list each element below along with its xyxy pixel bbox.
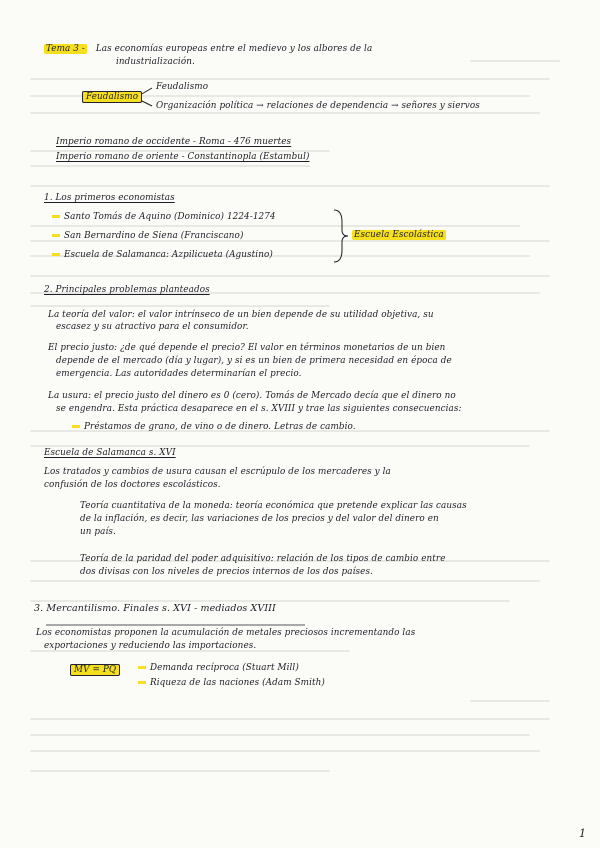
mercantilismo-text-2: exportaciones y reduciendo las importaciones. <box>44 641 257 651</box>
precio-justo-1: El precio justo: ¿de qué depende el precio? El valor en términos monetarios de un bien <box>48 343 446 353</box>
escuela-escolastica-label: Escuela Escolástica <box>354 230 444 240</box>
topic-label: Tema 3 - <box>46 44 85 54</box>
s3-item-1: Demanda recíproca (Stuart Mill) <box>138 662 299 674</box>
imperio-occidente: Imperio romano de occidente - Roma - 476 muertes <box>56 137 292 147</box>
section-2-heading: 2. Principales problemas planteados <box>44 285 210 295</box>
usura-3: Préstamos de grano, de vino o de dinero. Letras de cambio. <box>72 421 356 433</box>
teoria-valor-2: escasez y su atractivo para el consumidor. <box>56 322 249 332</box>
precio-justo-3: emergencia. Las autoridades determinarían el precio. <box>56 369 302 379</box>
section-3-heading: 3. Mercantilismo. Finales s. XVI - mediados XVIII <box>34 603 276 614</box>
title-text: Las economías europeas entre el medievo y los albores de la <box>95 44 373 54</box>
usura-1: La usura: el precio justo del dinero es 0 (cero). Tomás de Mercado decía que el dinero no <box>48 391 456 401</box>
page-number: 1 <box>579 827 586 840</box>
feudalismo-branch-1: Feudalismo <box>156 82 209 92</box>
s3-item-2: Riqueza de las naciones (Adam Smith) <box>138 677 325 689</box>
feudalismo-branch-2: Organización política → relaciones de dependencia → señores y siervos <box>156 101 480 111</box>
s1-item-3: Escuela de Salamanca: Azpilicueta (Agustino) <box>52 249 273 261</box>
formula-box: MV = PQ <box>70 664 120 676</box>
paridad-poder-2: dos divisas con los niveles de precios internos de los dos países. <box>80 567 373 577</box>
feudalismo-label: Feudalismo <box>82 91 142 103</box>
teoria-cuantitativa-1: Teoría cuantitativa de la moneda: teoría económica que pretende explicar las causas <box>80 501 467 511</box>
teoria-cuantitativa-3: un país. <box>80 527 116 537</box>
s1-item-2: San Bernardino de Siena (Franciscano) <box>52 230 243 242</box>
salamanca-heading: Escuela de Salamanca s. XVI <box>44 448 176 458</box>
salamanca-intro-2: confusión de los doctores escolásticos. <box>44 480 221 490</box>
section-1-heading: 1. Los primeros economistas <box>44 193 175 203</box>
title-row <box>44 43 372 55</box>
precio-justo-2: depende de el mercado (día y lugar), y si es un bien de primera necesidad en época de <box>56 356 452 366</box>
mercantilismo-text-1: Los economistas proponen la acumulación de metales preciosos incrementando las <box>36 628 416 638</box>
s1-item-1: Santo Tomás de Aquino (Dominico) 1224-1274 <box>52 211 276 223</box>
title-text-2: industrialización. <box>116 57 195 67</box>
imperio-oriente: Imperio romano de oriente - Constantinopla (Estambul) <box>56 152 310 162</box>
paridad-poder-1: Teoría de la paridad del poder adquisitivo: relación de los tipos de cambio entre <box>80 554 446 564</box>
teoria-cuantitativa-2: de la inflación, es decir, las variaciones de los precios y del valor del dinero en <box>80 514 439 524</box>
teoria-valor-1: La teoría del valor: el valor intrínseco de un bien depende de su utilidad objetiva, su <box>48 310 434 320</box>
salamanca-intro-1: Los tratados y cambios de usura causan el escrúpulo de los mercaderes y la <box>44 467 391 477</box>
usura-2: se engendra. Esta práctica desaparece en el s. XVIII y trae las siguientes consecuencias: <box>56 404 462 414</box>
